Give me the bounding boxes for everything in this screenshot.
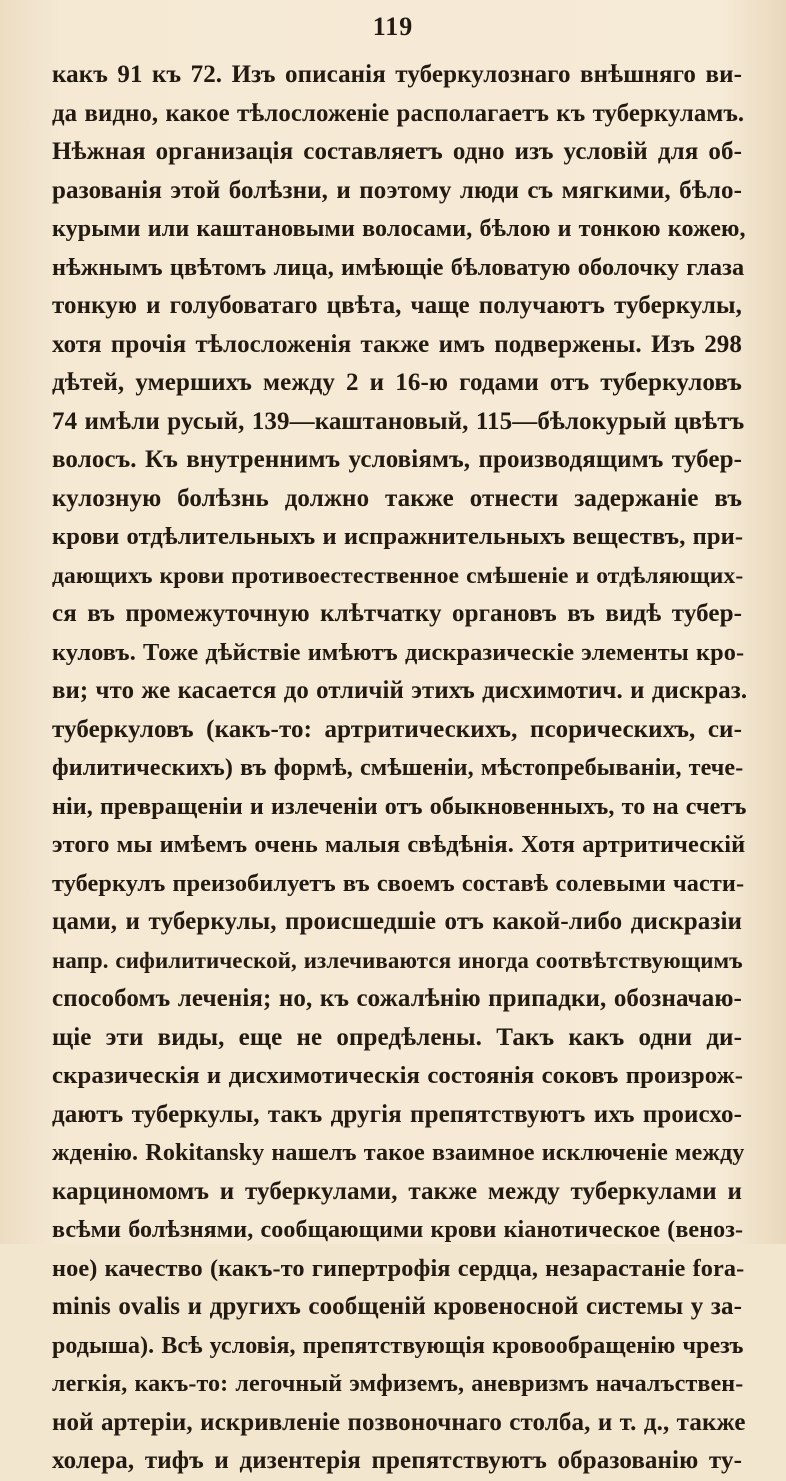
- text-line-23: цами, и туберкулы, происшедшіе отъ какой-либо дискразіи: [52, 908, 742, 935]
- text-line-7: тонкую и голубоватаго цвѣта, чаще получаютъ туберкулы,: [52, 292, 742, 319]
- text-line-35: легкія, какъ-то: легочный эмфиземъ, аневризмъ началъствен-: [52, 1371, 744, 1397]
- text-line-15: ся въ промежуточную клѣтчатку органовъ въ видѣ тубер-: [52, 600, 742, 627]
- text-line-17: ви; что же касается до отличій этихъ дисхимотич. и дискраз.: [52, 677, 748, 704]
- text-line-36: ной артеріи, искривленіе позвоночнаго столба, и т. д., также: [52, 1408, 746, 1436]
- text-line-27: скразическія и дисхимотическія состоянія соковъ произрож-: [52, 1062, 744, 1089]
- body-text: [52, 56, 748, 1481]
- text-line-16: куловъ. Тоже дѣйствіе имѣютъ дискразическіе элементы кро-: [52, 638, 745, 666]
- text-line-18: туберкуловъ (какъ-то: артритическихъ, псорическихъ, си-: [52, 715, 742, 743]
- text-line-10: 74 имѣли русый, 139—каштановый, 115—бѣлокурый цвѣтъ: [52, 407, 745, 435]
- text-line-13: крови отдѣлительныхъ и испражнительныхъ веществъ, при-: [52, 523, 744, 550]
- text-line-3: Нѣжная организація составляетъ одно изъ условій для об-: [52, 138, 742, 165]
- text-line-24: напр. сифилитической, излечиваются иногда соотвѣтствующимъ: [52, 947, 743, 973]
- text-line-11: волосъ. Къ внутреннимъ условіямъ, производящимъ тубер-: [52, 446, 742, 473]
- text-line-5: курыми или каштановыми волосами, бѣлою и тонкою кожею,: [52, 216, 746, 242]
- text-line-32: ное) качество (какъ-то гипертрофія сердца, незарастаніе fora-: [52, 1254, 745, 1282]
- text-line-2: да видно, какое тѣлосложеніе располагаетъ къ туберкуламъ.: [52, 99, 745, 127]
- page-number: 119: [372, 12, 414, 41]
- text-line-20: ніи, превращеніи и излеченіи отъ обыкновенныхъ, то на счетъ: [52, 793, 747, 820]
- text-line-28: даютъ туберкулы, такъ другія препятствуютъ ихъ происхо-: [52, 1100, 742, 1128]
- text-line-4: разованія этой болѣзни, и поэтому люди съ мягкими, бѣло-: [52, 176, 742, 204]
- text-line-25: способомъ леченія; но, къ сожалѣнію припадки, обозначаю-: [52, 985, 742, 1012]
- text-line-14: дающихъ крови противоестественное смѣшеніе и отдѣляющих-: [52, 562, 744, 589]
- text-line-8: хотя прочія тѣлосложенія также имъ подвержены. Изъ 298: [52, 330, 742, 358]
- text-line-30: карциномомъ и туберкулами, также между туберкулами и: [52, 1177, 742, 1205]
- text-line-33: minis ovalis и другихъ сообщеній кровеносной системы у за-: [52, 1293, 742, 1320]
- text-line-37: холера, тифъ и дизентерія препятствуютъ образованію ту-: [52, 1447, 742, 1474]
- text-line-22: туберкулъ преизобилуетъ въ своемъ составѣ солевыми части-: [52, 869, 745, 897]
- text-line-31: всѣми болѣзнями, сообщающими крови кіанотическое (веноз-: [52, 1217, 744, 1243]
- text-line-29: жденію. Rokitansky нашелъ такое взаимное исключеніе между: [52, 1139, 745, 1166]
- text-line-1: какъ 91 къ 72. Изъ описанія туберкулознаго внѣшняго ви-: [52, 61, 742, 88]
- text-line-19: филитическихъ) въ формѣ, смѣшеніи, мѣстопребываніи, тече-: [52, 755, 744, 781]
- text-line-12: кулозную болѣзнь должно также отнести задержаніе въ: [52, 484, 742, 512]
- text-line-26: щіе эти виды, еще не опредѣлены. Такъ какъ одни ди-: [52, 1023, 742, 1051]
- text-line-9: дѣтей, умершихъ между 2 и 16-ю годами отъ туберкуловъ: [52, 369, 742, 396]
- text-line-34: родыша). Всѣ условія, препятствующія кровообращенію чрезъ: [52, 1332, 744, 1359]
- text-line-6: нѣжнымъ цвѣтомъ лица, имѣющіе бѣловатую оболочку глаза: [52, 253, 745, 281]
- text-line-21: этого мы имѣемъ очень малыя свѣдѣнія. Хотя артритическій: [52, 831, 746, 858]
